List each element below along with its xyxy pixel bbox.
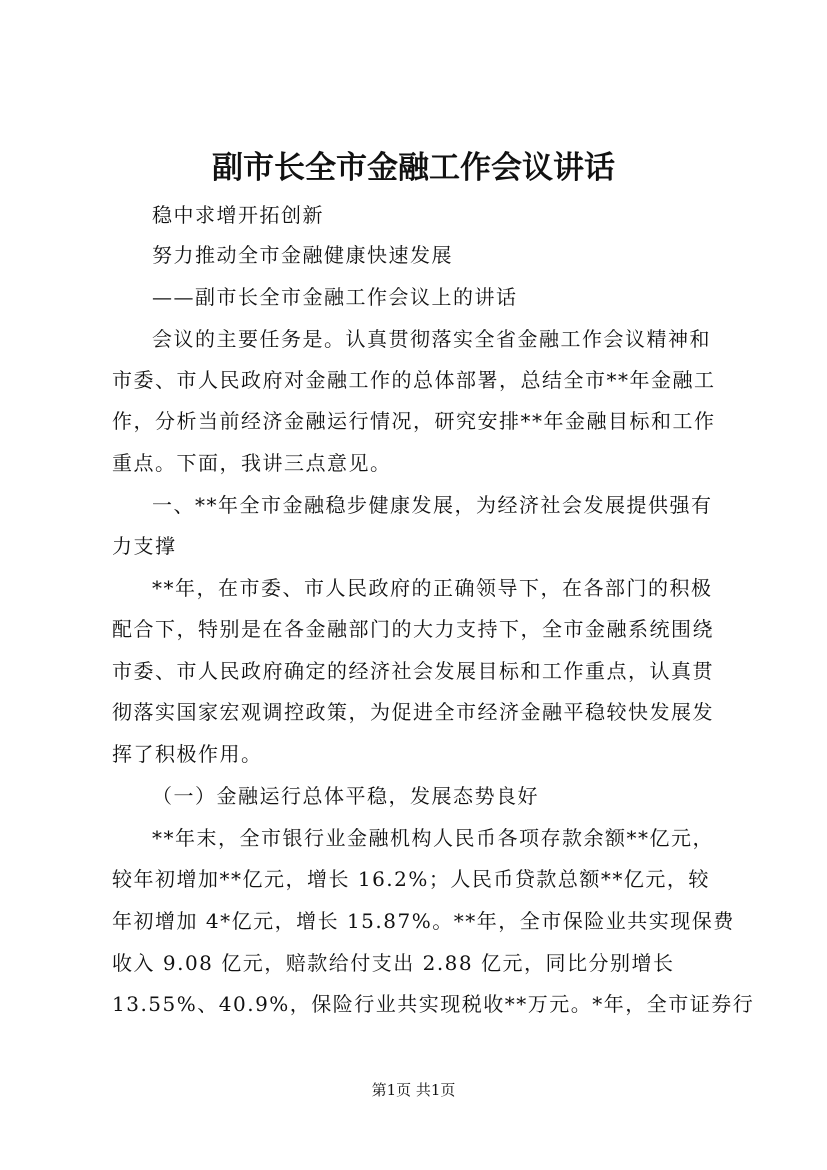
paragraph-line: 作，分析当前经济金融运行情况，研究安排**年金融目标和工作 bbox=[112, 409, 716, 433]
paragraph-line: 收入 9.08 亿元，赔款给付支出 2.88 亿元，同比分别增长 bbox=[112, 951, 675, 975]
paragraph-line: 挥了积极作用。 bbox=[112, 742, 263, 766]
subsection-heading: （一）金融运行总体平稳，发展态势良好 bbox=[152, 784, 539, 808]
subtitle-line-3: ——副市长全市金融工作会议上的讲话 bbox=[152, 285, 518, 309]
paragraph-line: 市委、市人民政府对金融工作的总体部署，总结全市**年金融工 bbox=[112, 368, 716, 392]
paragraph-line: 年初增加 4*亿元，增长 15.87%。**年，全市保险业共实现保费 bbox=[112, 909, 735, 933]
paragraph-line: 市委、市人民政府确定的经济社会发展目标和工作重点，认真贯 bbox=[112, 659, 714, 683]
paragraph-line: 会议的主要任务是。认真贯彻落实全省金融工作会议精神和 bbox=[152, 327, 711, 351]
paragraph-line: 较年初增加**亿元，增长 16.2%；人民币贷款总额**亿元，较 bbox=[112, 867, 710, 891]
paragraph-line: 重点。下面，我讲三点意见。 bbox=[112, 451, 392, 475]
paragraph-line: **年，在市委、市人民政府的正确领导下，在各部门的积极 bbox=[152, 576, 713, 600]
paragraph-line: 13.55%、40.9%，保险行业共实现税收**万元。*年，全市证券行 bbox=[112, 992, 755, 1016]
paragraph-line: 配合下，特别是在各金融部门的大力支持下，全市金融系统围绕 bbox=[112, 617, 714, 641]
paragraph-line: **年末，全市银行业金融机构人民币各项存款余额**亿元， bbox=[152, 826, 714, 850]
subtitle-line-1: 稳中求增开拓创新 bbox=[152, 203, 324, 227]
section-heading-line: 力支撑 bbox=[112, 534, 177, 558]
page-footer: 第1页 共1页 bbox=[371, 1081, 456, 1099]
subtitle-line-2: 努力推动全市金融健康快速发展 bbox=[152, 243, 453, 267]
paragraph-line: 彻落实国家宏观调控政策，为促进全市经济金融平稳较快发展发 bbox=[112, 700, 714, 724]
document-title: 副市长全市金融工作会议讲话 bbox=[212, 150, 615, 186]
section-heading-line: 一、**年全市金融稳步健康发展，为经济社会发展提供强有 bbox=[152, 493, 713, 517]
